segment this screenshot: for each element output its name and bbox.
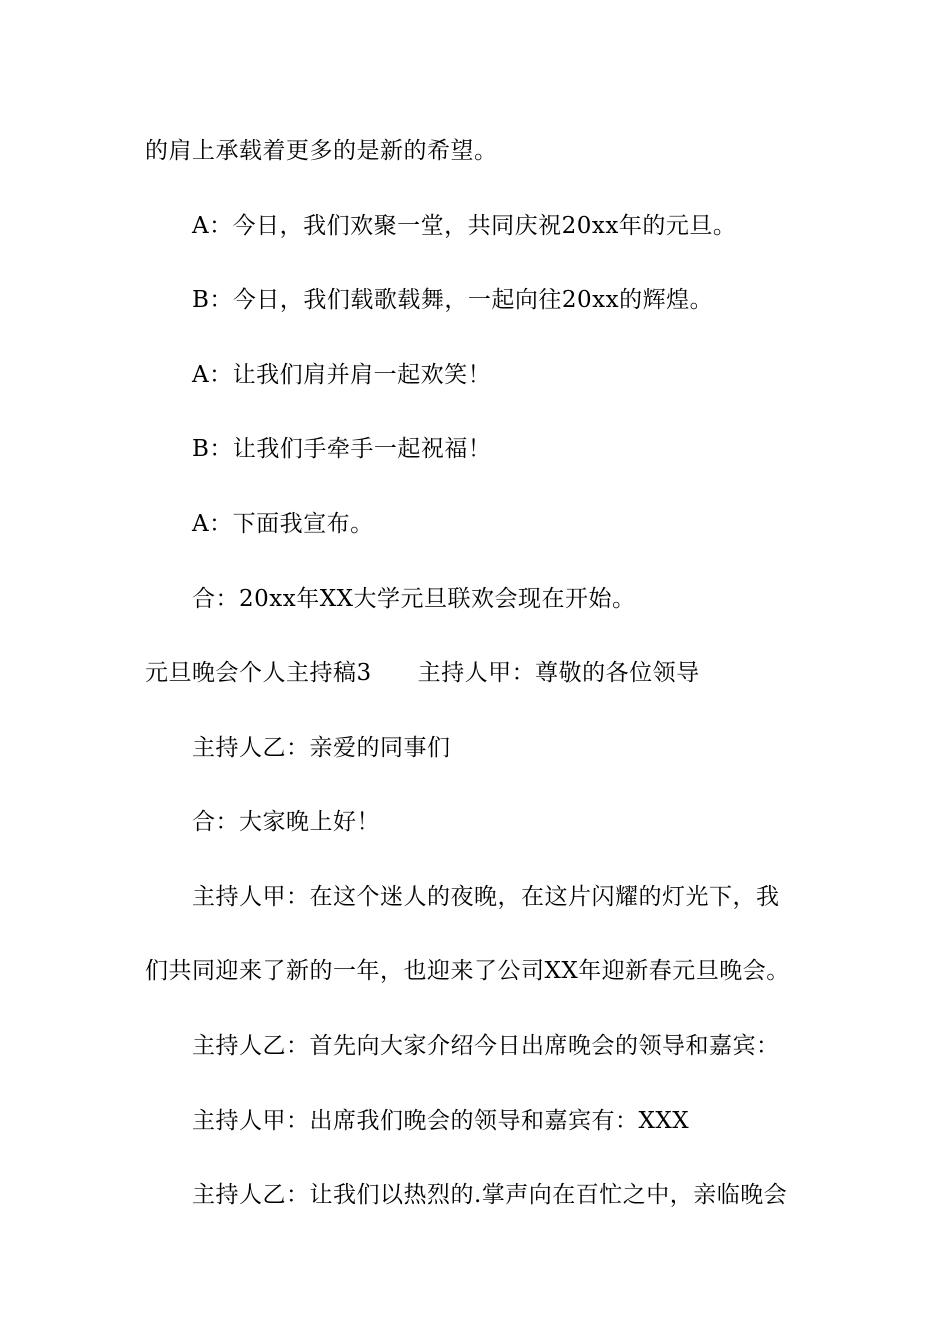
heading-follow-text: 主持人甲：尊敬的各位领导	[417, 660, 700, 686]
section-heading: 元旦晚会个人主持稿3	[145, 660, 372, 686]
paragraph-line: 主持人乙：让我们以热烈的.掌声向在百忙之中，亲临晚会	[192, 1182, 788, 1208]
section-heading-line	[145, 658, 700, 688]
paragraph-line: 主持人甲：出席我们晚会的领导和嘉宾有：XXX	[192, 1108, 690, 1134]
paragraph-line: 主持人乙：首先向大家介绍今日出席晚会的领导和嘉宾：	[192, 1033, 780, 1059]
paragraph-line: 的肩上承载着更多的是新的希望。	[145, 138, 498, 164]
paragraph-line: 合：20xx年XX大学元旦联欢会现在开始。	[192, 586, 636, 612]
paragraph-line: A：让我们肩并肩一起欢笑！	[192, 362, 492, 388]
paragraph-line: 合：大家晚上好！	[192, 809, 380, 835]
paragraph-line: 主持人甲：在这个迷人的夜晚，在这片闪耀的灯光下，我	[192, 884, 780, 910]
paragraph-line: A：今日，我们欢聚一堂，共同庆祝20xx年的元旦。	[192, 213, 737, 239]
paragraph-line: 们共同迎来了新的一年，也迎来了公司XX年迎新春元旦晚会。	[145, 958, 790, 984]
paragraph-line: B：今日，我们载歌载舞，一起向往20xx的辉煌。	[192, 287, 714, 313]
paragraph-line: B：让我们手牵手一起祝福！	[192, 436, 492, 462]
paragraph-line: 主持人乙：亲爱的同事们	[192, 735, 451, 761]
paragraph-line: A：下面我宣布。	[192, 511, 374, 537]
